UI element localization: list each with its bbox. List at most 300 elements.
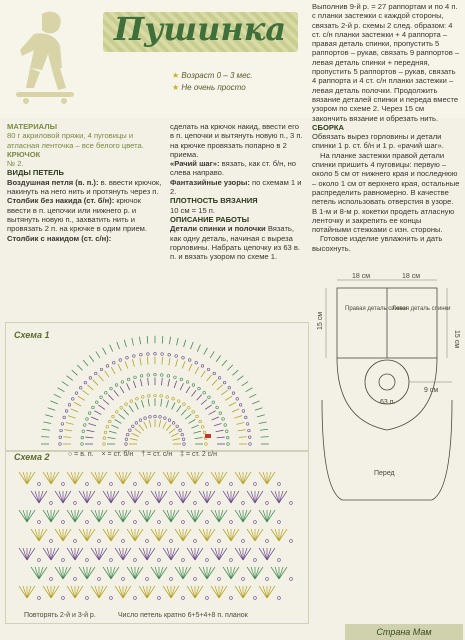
symbol-legend (68, 451, 303, 458)
chain-mark (120, 406, 123, 409)
chain-mark (201, 426, 204, 429)
chain-mark (181, 433, 184, 436)
stitch-mark (251, 567, 255, 579)
chain-mark (230, 559, 233, 562)
stitch-mark (205, 405, 211, 409)
stitch-mark (31, 529, 39, 541)
stitch-mark (242, 382, 249, 386)
stitch-mark (83, 567, 87, 579)
stitch-mark (98, 375, 103, 381)
stitch-mark (127, 529, 135, 541)
chain-mark (248, 436, 251, 439)
stitch-mark (243, 586, 247, 598)
chain-mark (63, 416, 66, 419)
chain-mark (100, 396, 103, 399)
stitch-mark (87, 430, 95, 432)
stitch-mark (171, 510, 179, 522)
stitch-mark (271, 491, 279, 503)
schema-2-label: Схема 2 (14, 452, 50, 462)
stitch-mark (66, 423, 74, 425)
stitch-mark (139, 337, 140, 345)
col3-para-4: Готовое изделие увлажнить и дать высохнуть. (312, 234, 443, 253)
chain-mark (230, 521, 233, 524)
stitch-mark (151, 491, 159, 503)
col3-para-2: Обвязать вырез горловины и детали спинки 1 р. ст. б/н и 1 р. «рачий шаг». (312, 132, 444, 151)
stitch-mark (135, 567, 139, 579)
stitch-mark (27, 586, 35, 598)
stitch-mark (195, 472, 199, 484)
chain-mark (176, 425, 179, 428)
stitch-mark (259, 422, 267, 424)
stitch-mark (215, 510, 219, 522)
stitch-mark (223, 491, 231, 503)
stitch-mark (75, 548, 79, 560)
stitch-mark (227, 567, 231, 579)
stitch-mark (71, 409, 78, 412)
chain-mark (213, 372, 216, 375)
chain-mark (86, 418, 89, 421)
stitch-mark (212, 417, 219, 420)
stitch-mark (75, 586, 79, 598)
chain-mark (158, 559, 161, 562)
work-heading: ОПИСАНИЕ РАБОТЫ (170, 214, 250, 224)
stitch-mark (147, 510, 155, 522)
chain-mark (60, 429, 63, 432)
chain-mark (38, 559, 41, 562)
stitch-mark (31, 567, 39, 579)
stitch-mark (72, 370, 78, 375)
stitch-mark (43, 510, 51, 522)
yoke-curve (337, 358, 437, 430)
chain-mark (248, 429, 251, 432)
stitch-mark (131, 567, 135, 579)
stitch-mark (91, 417, 98, 420)
width-label-2: 18 см (402, 273, 421, 280)
stitch-mark (185, 414, 191, 419)
stitch-mark (161, 399, 162, 407)
stitch-mark (23, 586, 27, 598)
stitch-mark (199, 529, 207, 541)
repeat-label: Повторять 2-й и 3-й р. (24, 612, 96, 619)
stitch-mark (67, 472, 75, 484)
stitch-mark (159, 567, 167, 579)
stitch-mark (189, 364, 192, 371)
chain-mark (98, 540, 101, 543)
chain-mark (278, 483, 281, 486)
stitch-mark (223, 529, 231, 541)
stitch-mark (111, 367, 115, 374)
chain-mark (206, 597, 209, 600)
schema-1-diagram (5, 326, 305, 448)
stitch-mark (23, 472, 27, 484)
stitch-mark (199, 491, 207, 503)
stitch-mark (159, 567, 163, 579)
stitch-mark (111, 567, 119, 579)
stitch-mark (89, 356, 94, 362)
stitch-mark (189, 419, 196, 423)
stitch-mark (67, 376, 73, 381)
stitch-mark (267, 472, 271, 484)
chain-mark (192, 384, 195, 387)
armhole-label: 9 см (424, 387, 439, 394)
stitch-mark (23, 510, 27, 522)
stitch-mark (166, 425, 171, 431)
stitch-mark (191, 586, 195, 598)
stitch-mark (51, 472, 59, 484)
stitch-para-3: Столбик с накидом (ст. с/н): (7, 233, 112, 243)
chain-mark (164, 417, 167, 420)
start-arrow-icon (205, 434, 211, 438)
stitch-mark (123, 548, 131, 560)
stitch-mark (48, 408, 56, 411)
stitch-mark (211, 586, 219, 598)
stitch-mark (275, 567, 279, 579)
stitch-mark (131, 529, 135, 541)
chain-mark (206, 559, 209, 562)
stitch-mark (216, 356, 221, 362)
stitch-mark (219, 548, 223, 560)
stitch-mark (132, 338, 134, 345)
stitch-mark (167, 472, 171, 484)
chain-mark (192, 411, 195, 414)
stitch-mark (135, 491, 143, 503)
stitch-mark (255, 491, 263, 503)
stitch-mark (207, 529, 215, 541)
chain-mark (160, 374, 163, 377)
stitch-mark (98, 405, 104, 409)
schema-1-label: Схема 1 (14, 330, 50, 340)
stitch-mark (119, 586, 123, 598)
stitch-mark (147, 548, 155, 560)
stitch-mark (63, 437, 71, 438)
stitch-mark (99, 472, 107, 484)
chain-mark (218, 377, 221, 380)
stitch-mark (255, 529, 259, 541)
stitch-mark (139, 472, 147, 484)
stitch-mark (211, 472, 219, 484)
chain-mark (116, 411, 119, 414)
width-label-1: 18 см (352, 273, 371, 280)
stitch-mark (155, 529, 159, 541)
stitch-mark (87, 491, 91, 503)
chain-mark (146, 578, 149, 581)
chain-mark (201, 365, 204, 368)
stitch-mark (195, 510, 203, 522)
chain-mark (175, 355, 178, 358)
legend-item-sc: × = ст. б/н (101, 451, 134, 458)
stitch-mark (50, 401, 57, 404)
stitch-mark (167, 548, 171, 560)
stitch-mark (227, 529, 231, 541)
chain-mark (106, 426, 109, 429)
stitch-mark (132, 433, 139, 436)
stitch-mark (111, 491, 115, 503)
chain-mark (182, 483, 185, 486)
star-icon: ★ (172, 71, 180, 80)
stitch-mark (184, 340, 186, 347)
stitch-mark (143, 510, 147, 522)
stitch-mark (99, 548, 103, 560)
chain-mark (81, 436, 84, 439)
chain-mark (166, 396, 169, 399)
stitch-mark (279, 529, 287, 541)
stitch-mark (27, 510, 35, 522)
chain-mark (86, 483, 89, 486)
stitch-mark (247, 567, 255, 579)
chain-mark (62, 559, 65, 562)
chain-mark (266, 578, 269, 581)
stitch-mark (91, 586, 99, 598)
chain-mark (106, 365, 109, 368)
stitch-mark (139, 425, 144, 431)
chain-mark (225, 430, 228, 433)
stitch-mark (64, 430, 72, 431)
column-1 (7, 122, 164, 243)
stitch-mark (234, 416, 242, 418)
stitch-mark (115, 548, 123, 560)
chain-mark (242, 502, 245, 505)
stitch-mark (238, 430, 246, 431)
chain-mark (109, 420, 112, 423)
stitch-mark (103, 567, 111, 579)
chain-mark (242, 578, 245, 581)
stitch-mark (127, 383, 130, 390)
chain-mark (239, 404, 242, 407)
stitch-mark (35, 491, 39, 503)
chain-mark (254, 597, 257, 600)
stitch-mark (163, 510, 171, 522)
stitch-mark (143, 548, 147, 560)
stitch-mark (149, 420, 151, 427)
chain-mark (149, 416, 152, 419)
stitch-mark (99, 510, 103, 522)
stitch-mark (123, 548, 127, 560)
stitch-mark (201, 371, 205, 377)
stitch-mark (227, 365, 232, 371)
chain-mark (119, 359, 122, 362)
stitch-mark (187, 510, 195, 522)
stitch-mark (231, 529, 235, 541)
chain-mark (59, 436, 62, 439)
stitch-mark (171, 472, 179, 484)
stitch-mark (259, 472, 267, 484)
chain-mark (125, 403, 128, 406)
stitch-mark (257, 415, 265, 417)
chain-mark (38, 597, 41, 600)
left-back-label: Левая деталь спинки (392, 306, 451, 312)
stitch-mark (111, 491, 119, 503)
height-label-1: 15 см (317, 311, 324, 330)
stitch-mark (47, 548, 51, 560)
stitch-mark (169, 429, 175, 434)
chain-mark (266, 502, 269, 505)
stitch-mark (231, 491, 239, 503)
stitch-mark (243, 548, 251, 560)
stitch-mark (95, 586, 99, 598)
stitch-mark (183, 567, 187, 579)
stitch-mark (203, 567, 207, 579)
stitch-mark (275, 529, 279, 541)
stitch-mark (279, 491, 283, 503)
stitch-mark (114, 390, 119, 396)
chain-mark (65, 410, 68, 413)
stitch-mark (135, 429, 141, 434)
stitch-mark (78, 396, 85, 400)
stitch-mark (211, 548, 219, 560)
stitch-mark (147, 586, 151, 598)
stitch-mark (118, 364, 121, 371)
stitch-mark (201, 400, 207, 405)
stitch-mark (127, 567, 135, 579)
stitch-mark (115, 419, 122, 423)
stitch-mark (219, 548, 227, 560)
chain-mark (141, 396, 144, 399)
stitch-mark (63, 529, 71, 541)
chain-mark (62, 597, 65, 600)
chain-mark (180, 378, 183, 381)
height-label-2: 15 см (453, 330, 460, 349)
stitch-mark (123, 472, 127, 484)
density-heading: ПЛОТНОСТЬ ВЯЗАНИЯ (170, 196, 258, 206)
chain-mark (159, 416, 162, 419)
stitch-mark (183, 491, 187, 503)
stitch-mark (159, 529, 167, 541)
stitch-mark (147, 586, 155, 598)
chain-mark (254, 483, 257, 486)
stitch-mark (19, 586, 27, 598)
stitch-mark (207, 567, 215, 579)
stitch-mark (191, 472, 195, 484)
stitch-mark (187, 548, 195, 560)
stitch-mark (111, 529, 115, 541)
chain-mark (98, 502, 101, 505)
chain-mark (86, 521, 89, 524)
chain-mark (199, 420, 202, 423)
stitch-mark (148, 399, 149, 407)
stitch-mark (63, 529, 67, 541)
stitch-mark (125, 361, 128, 368)
stitch-mark (120, 386, 124, 393)
chain-mark (206, 483, 209, 486)
chain-mark (62, 483, 65, 486)
stitch-mark (41, 437, 49, 438)
chain-mark (50, 502, 53, 505)
chain-mark (278, 597, 281, 600)
stitch-mark (79, 491, 87, 503)
stitch-mark (140, 379, 142, 386)
chain-mark (246, 423, 249, 426)
stitch-mark (197, 345, 200, 352)
stitch-mark (111, 529, 119, 541)
stitch-mark (191, 548, 195, 560)
stitch-mark (186, 386, 190, 393)
stitch-mark (79, 529, 87, 541)
stitch-mark (43, 472, 51, 484)
stitch-mark (99, 548, 107, 560)
chain-mark (146, 502, 149, 505)
stitch-mark (252, 401, 259, 404)
chain-mark (50, 578, 53, 581)
stitch-mark (204, 348, 208, 355)
stitch-mark (163, 472, 171, 484)
stitch-mark (222, 360, 227, 366)
stitch-para-1: Воздушная петля (в. п.): в. ввести крючок, накинуть на него нить и протянуть через п. (7, 177, 162, 197)
stitch-mark (91, 510, 99, 522)
stitch-mark (231, 567, 239, 579)
stitch-mark (51, 510, 55, 522)
chain-mark (160, 395, 163, 398)
chain-mark (218, 540, 221, 543)
stitch-mark (19, 472, 27, 484)
chain-mark (205, 443, 208, 446)
chain-mark (236, 398, 239, 401)
stitch-mark (255, 529, 263, 541)
chain-mark (195, 361, 198, 364)
stitch-mark (133, 381, 135, 388)
stitch-mark (162, 357, 163, 365)
chain-mark (266, 540, 269, 543)
chain-mark (135, 422, 138, 425)
legend-item-tr: ‡ = ст. 2 с/н (180, 451, 217, 458)
stitch-mark (55, 567, 63, 579)
chain-mark (167, 375, 170, 378)
neckline-circle (365, 360, 409, 404)
stitch-mark (111, 425, 118, 428)
stitch-mark (27, 510, 31, 522)
stitch-mark (75, 510, 83, 522)
stitch-mark (259, 586, 267, 598)
stitch-mark (68, 416, 76, 418)
stitch-mark (207, 375, 212, 381)
stitch-mark (279, 491, 287, 503)
stitch-mark (117, 342, 120, 349)
meta-box (172, 70, 292, 96)
chain-mark (115, 384, 118, 387)
stitch-mark (267, 510, 271, 522)
chain-mark (126, 433, 129, 436)
stitch-mark (175, 491, 183, 503)
chain-mark (139, 419, 142, 422)
chain-mark (232, 392, 235, 395)
stitch-mark (107, 529, 111, 541)
stitch-mark (183, 529, 191, 541)
chain-mark (290, 502, 293, 505)
stitch-mark (236, 423, 244, 425)
chain-mark (88, 412, 91, 415)
chain-mark (133, 355, 136, 358)
stitch-mark (103, 491, 111, 503)
chain-mark (130, 400, 133, 403)
stitch-mark (193, 431, 201, 433)
stitch-mark (51, 510, 59, 522)
stitch-mark (251, 529, 255, 541)
stitch-mark (67, 548, 75, 560)
stitch-mark (23, 548, 27, 560)
col3-para-1: Выполнив 9-й р. = 27 раппортам и по 4 п. с планки застежки с каждой стороны, связать 2-й р. схемы 2 след. образом: 4 ст. с/н планки застежки + 4 раппорта – правая деталь спинки, пропустить 5 раппортов – рукав, связать 9 раппортов – левая деталь спинки + передняя, пропустить 5 раппортов – рукав, связать 4 раппорта и 4 ст. с/н планки застежки – левая деталь полочки. Продолжить вязание деталей спинки и переда вместе узором по схеме 2. Через 15 см закончить вязание и обрезать нить. (312, 2, 460, 123)
stitch-mark (163, 422, 166, 429)
stitch-mark (211, 510, 219, 522)
chain-mark (174, 376, 177, 379)
chain-mark (222, 418, 225, 421)
stitch-mark (195, 472, 203, 484)
stitch-mark (263, 586, 267, 598)
stitch-mark (67, 510, 75, 522)
stitch-mark (19, 548, 27, 560)
stitch-mark (27, 472, 31, 484)
stitch-mark (155, 567, 159, 579)
stitch-mark (39, 529, 43, 541)
chain-mark (131, 425, 134, 428)
